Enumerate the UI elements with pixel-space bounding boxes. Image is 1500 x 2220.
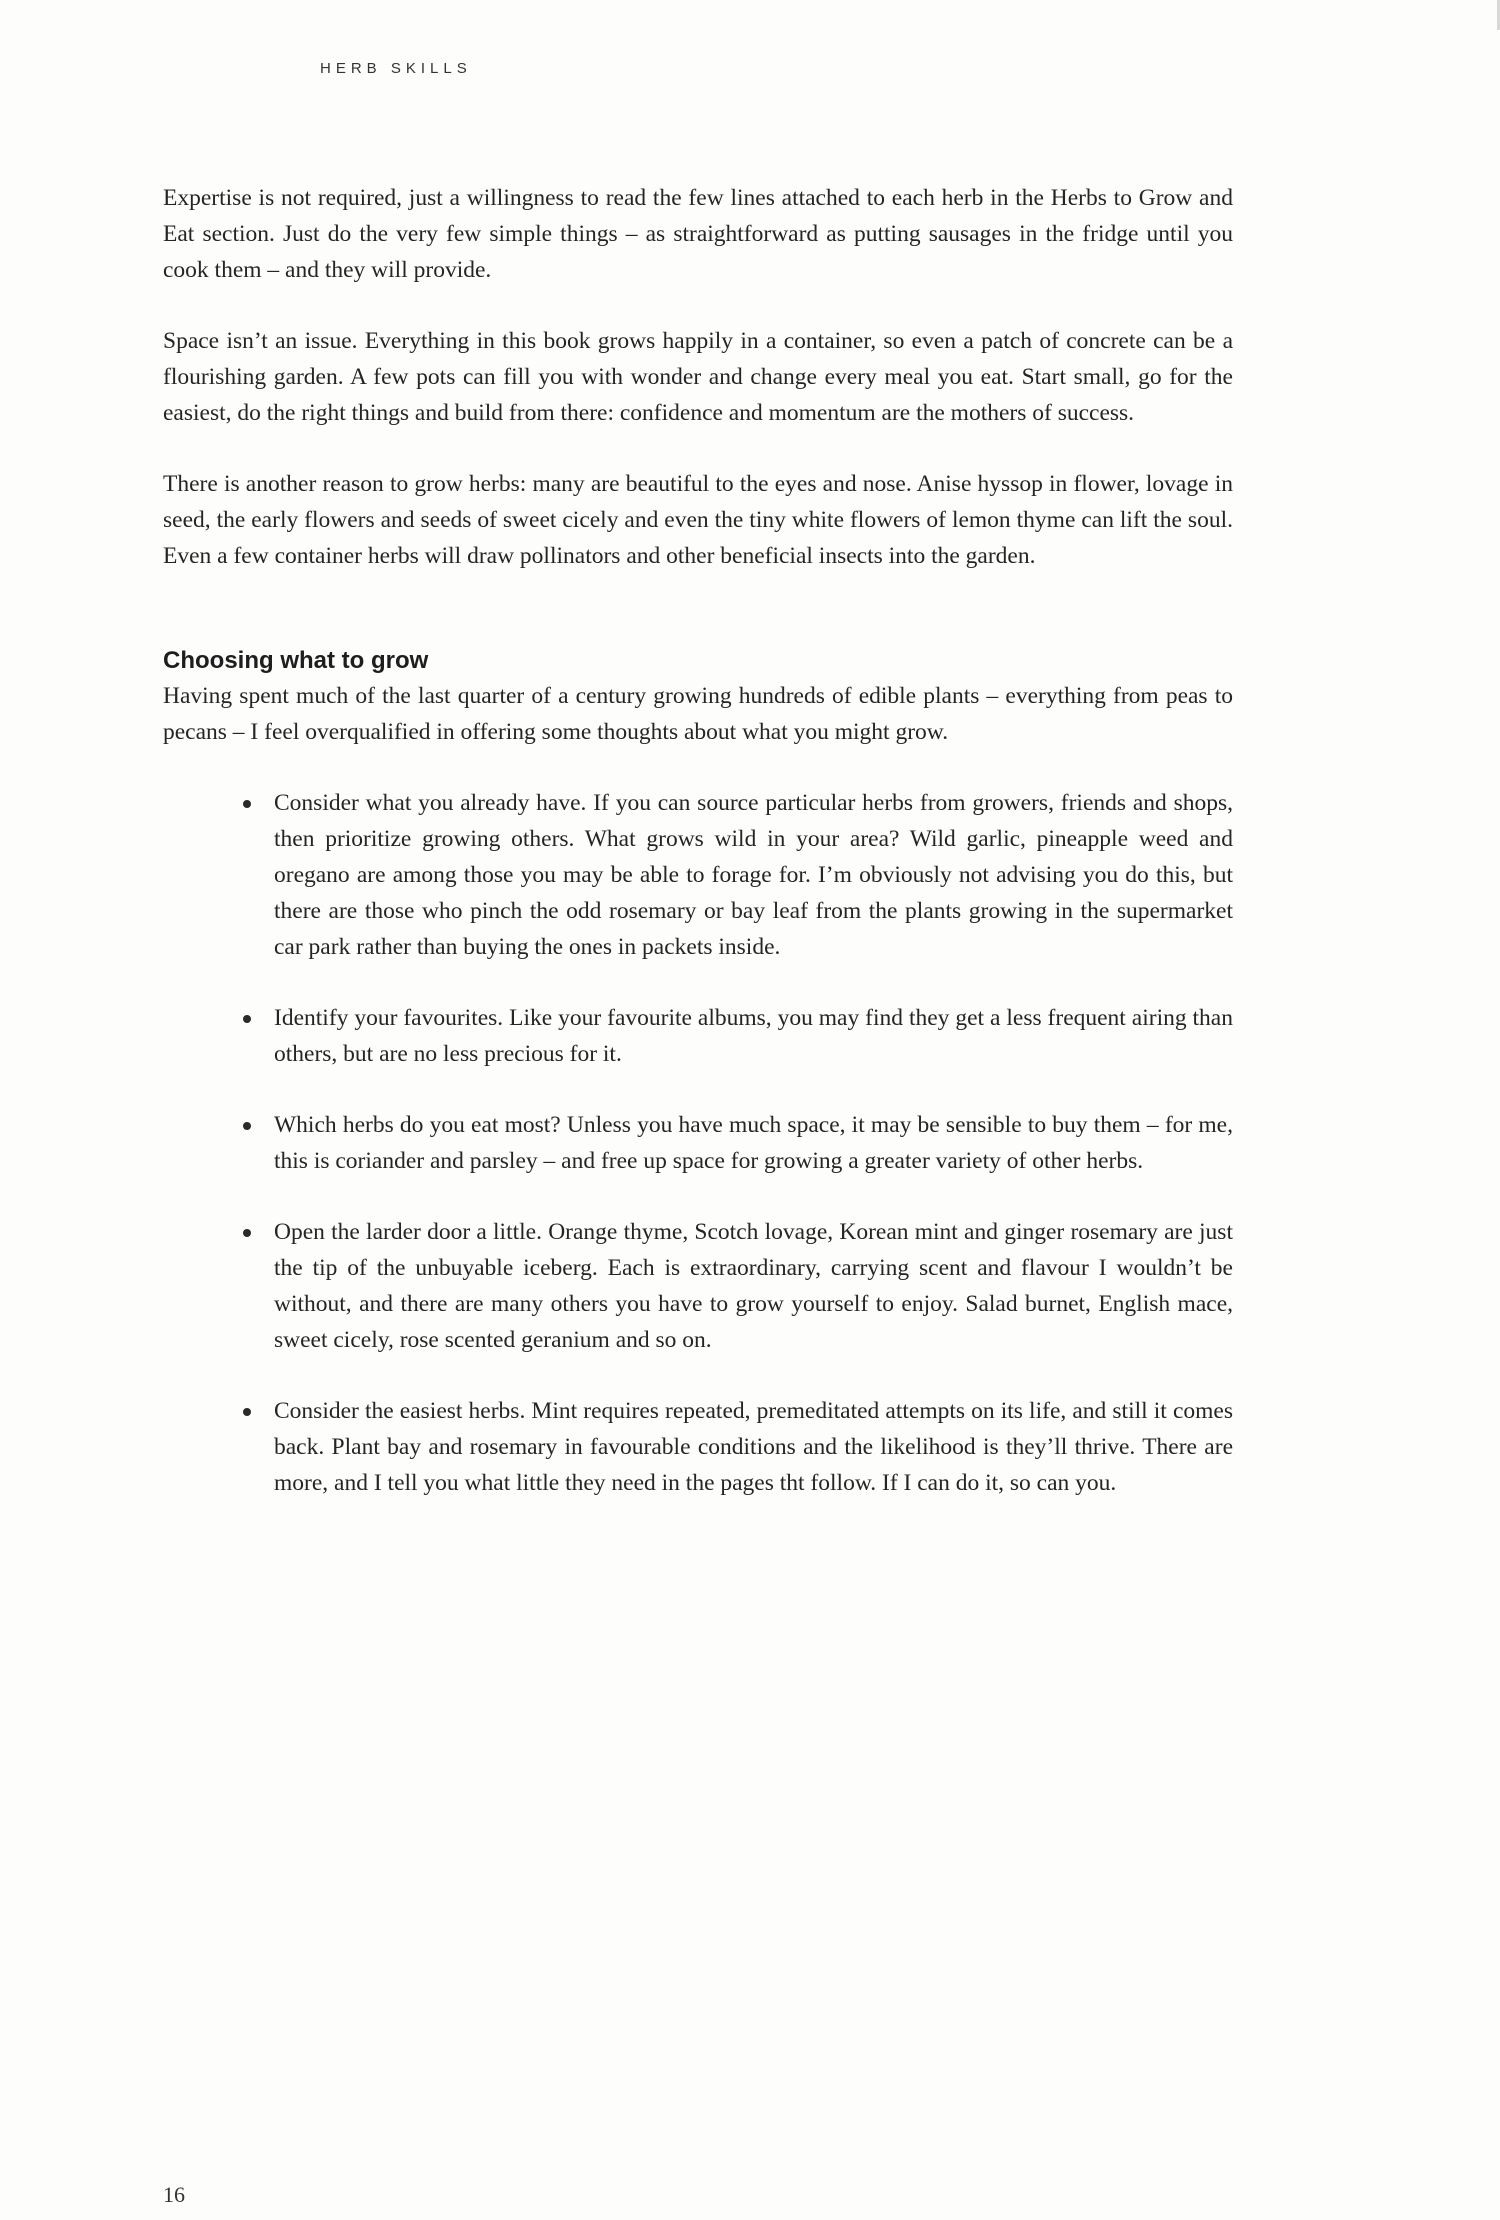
bullet-icon xyxy=(243,1229,251,1237)
list-item xyxy=(241,785,1233,965)
intro-paragraph-1: Expertise is not required, just a willingness to read the few lines attached to each herb in the Herbs to Grow and Eat section. Just do the very few simple things – as straightforward as putting sausages in the fridge until you cook them – and they will provide. xyxy=(163,185,1233,283)
list-item-text: Consider the easiest herbs. Mint requires repeated, premeditated attempts on its life, and still it comes back. Plant bay and rosemary in favourable conditions and the likelihood is they’ll thrive. There are more, and I tell you what little they need in the pages tht follow. If I can do it, so can you. xyxy=(274,1398,1233,1496)
list-item-text: Consider what you already have. If you can source particular herbs from growers, friends and shops, then prioritize growing others. What grows wild in your area? Wild garlic, pineapple weed and oregano are among those you may be able to forage for. I’m obviously not advising you do this, but there are those who pinch the odd rosemary or bay leaf from the plants growing in the supermarket car park rather than buying the ones in packets inside. xyxy=(274,790,1233,960)
bullet-icon xyxy=(243,1122,251,1130)
list-item-text: Open the larder door a little. Orange thyme, Scotch lovage, Korean mint and ginger rosemary are just the tip of the unbuyable iceberg. Each is extraordinary, carrying scent and flavour I wouldn’t be without, and there are many others you have to grow yourself to enjoy. Salad burnet, English mace, sweet cicely, rose scented geranium and so on. xyxy=(274,1219,1233,1353)
page-body xyxy=(163,180,1233,1536)
bullet-icon xyxy=(243,1015,251,1023)
list-item xyxy=(241,1214,1233,1358)
page-number: 16 xyxy=(163,2182,185,2207)
list-item xyxy=(241,1000,1233,1072)
tips-list xyxy=(241,785,1233,1501)
list-item xyxy=(241,1393,1233,1501)
running-head: HERB SKILLS xyxy=(320,60,472,77)
bullet-icon xyxy=(243,800,251,808)
section-heading: Choosing what to grow xyxy=(163,647,429,674)
list-item xyxy=(241,1107,1233,1179)
list-item-text: Identify your favourites. Like your favourite albums, you may find they get a less frequent airing than others, but are no less precious for it. xyxy=(274,1005,1233,1067)
list-item-text: Which herbs do you eat most? Unless you have much space, it may be sensible to buy them – for me, this is coriander and parsley – and free up space for growing a greater variety of other herbs. xyxy=(274,1112,1233,1174)
bullet-icon xyxy=(243,1408,251,1416)
intro-paragraph-3: There is another reason to grow herbs: many are beautiful to the eyes and nose. Anise hyssop in flower, lovage in seed, the early flowers and seeds of sweet cicely and even the tiny white flowers of lemon thyme can lift the soul. Even a few container herbs will draw pollinators and other beneficial insects into the garden. xyxy=(163,471,1233,569)
section-intro-paragraph: Having spent much of the last quarter of a century growing hundreds of edible plants – everything from peas to pecans – I feel overqualified in offering some thoughts about what you might grow. xyxy=(163,683,1233,745)
intro-paragraph-2: Space isn’t an issue. Everything in this book grows happily in a container, so even a patch of concrete can be a flourishing garden. A few pots can fill you with wonder and change every meal you eat. Start small, go for the easiest, do the right things and build from there: confidence and momentum are the mothers of success. xyxy=(163,328,1233,426)
